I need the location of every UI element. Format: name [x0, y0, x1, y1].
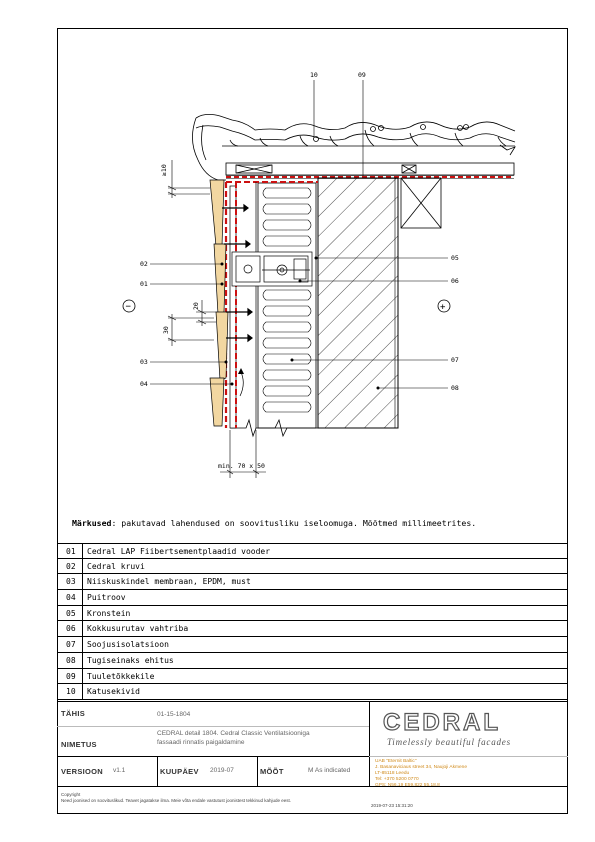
notes-text: : pakutavad lahendused on soovitusliku iseloomuga. Mõõtmed millimeetrites.	[111, 518, 477, 528]
legend-num: 09	[66, 671, 76, 681]
dim-30: 30	[162, 326, 170, 334]
legend-row	[57, 621, 568, 637]
legend-row	[57, 684, 568, 700]
legend-row	[57, 574, 568, 590]
address-line: LT-85118 Leedu	[375, 771, 410, 776]
legend-text: Soojusisolatsioon	[87, 640, 169, 650]
dim-min-70x50: min. 70 x 50	[218, 462, 265, 470]
notes-line	[72, 518, 476, 528]
callout-10: 10	[310, 71, 318, 79]
title-block	[57, 701, 568, 814]
versioon-label: VERSIOON	[61, 767, 103, 776]
legend-text: Tuuletõkkekile	[87, 671, 155, 681]
moot-value: M As indicated	[308, 767, 351, 774]
legend-row	[57, 559, 568, 575]
legend-row	[57, 543, 568, 559]
legend-text: Puitroov	[87, 593, 126, 603]
legend-text: Katusekivid	[87, 687, 140, 697]
callout-07: 07	[451, 356, 459, 364]
copyright-text: Need joonised on soovituslikud. Teavet jagatakse ilma. Meie võta endale vastutust joonistest tekkinud kahjude eest.	[61, 798, 292, 803]
legend-num: 07	[66, 640, 76, 650]
tahis-value: 01-15-1804	[157, 711, 191, 718]
nimetus-label: NIMETUS	[61, 740, 97, 749]
notes-label: Märkused	[72, 518, 112, 528]
top-rafter-section	[401, 178, 441, 228]
insulation-layer	[258, 183, 316, 428]
callout-08: 08	[451, 384, 459, 392]
legend-text: Kronstein	[87, 608, 131, 618]
callout-02: 02	[140, 260, 148, 268]
callout-06: 06	[451, 277, 459, 285]
legend-num: 03	[66, 577, 76, 587]
callout-04: 04	[140, 380, 148, 388]
versioon-value: v1.1	[113, 767, 126, 774]
address-line: Tel: +370 5200 0770	[375, 777, 419, 782]
callout-09: 09	[358, 71, 366, 79]
cedral-logo: CEDRAL	[383, 709, 501, 736]
support-wall	[318, 178, 398, 428]
dim-ge10: ≥10	[160, 164, 168, 176]
legend-text: Cedral kruvi	[87, 561, 145, 571]
legend-text: Tugiseinaks ehitus	[87, 655, 174, 665]
logo-slogan: Timelessly beautiful facades	[387, 737, 511, 747]
roof-tiles	[192, 114, 515, 180]
legend-row	[57, 669, 568, 685]
minus-sign: −	[125, 302, 131, 312]
legend-row	[57, 637, 568, 653]
legend-row	[57, 590, 568, 606]
kuupaev-label: KUUPÄEV	[160, 767, 199, 776]
moot-label: MÕÕT	[260, 767, 284, 776]
roof-battens	[226, 163, 514, 175]
callout-05: 05	[451, 254, 459, 262]
callout-03: 03	[140, 358, 148, 366]
legend-num: 06	[66, 624, 76, 634]
address-line: UAB "Eternit Baltic"	[375, 759, 417, 764]
legend-num: 08	[66, 655, 76, 665]
legend-table	[57, 543, 568, 700]
address-line: J. Basanaviciaus street 34, Naujoji Akmene	[375, 765, 467, 770]
legend-num: 05	[66, 608, 76, 618]
copyright-label: Copyright	[61, 792, 81, 797]
legend-row	[57, 606, 568, 622]
company-address	[375, 759, 467, 789]
legend-text: Niiskuskindel membraan, EPDM, must	[87, 577, 251, 587]
legend-text: Cedral LAP Fiibertsementplaadid vooder	[87, 547, 271, 556]
legend-num: 02	[66, 561, 76, 571]
nimetus-value-line2: fassaadi rinnatis paigaldamine	[157, 739, 245, 746]
airflow-arrow	[240, 372, 243, 396]
address-line: GPS: N56.19 E59.822 55.18.8	[375, 783, 440, 788]
legend-num: 10	[66, 687, 76, 697]
plus-sign: +	[440, 302, 446, 313]
legend-num: 01	[66, 547, 76, 556]
tahis-label: TÄHIS	[61, 709, 85, 718]
kuupaev-value: 2019-07	[210, 767, 234, 774]
dim-20: 20	[192, 302, 200, 310]
legend-num: 04	[66, 593, 76, 603]
legend-row	[57, 653, 568, 669]
legend-text: Kokkusurutav vahtriba	[87, 624, 189, 634]
print-stamp: 2019-07-23 15:31:20	[371, 803, 413, 808]
callout-01: 01	[140, 280, 148, 288]
nimetus-value-line1: CEDRAL detail 1804. Cedral Classic Ventilatsiooniga	[157, 730, 310, 737]
